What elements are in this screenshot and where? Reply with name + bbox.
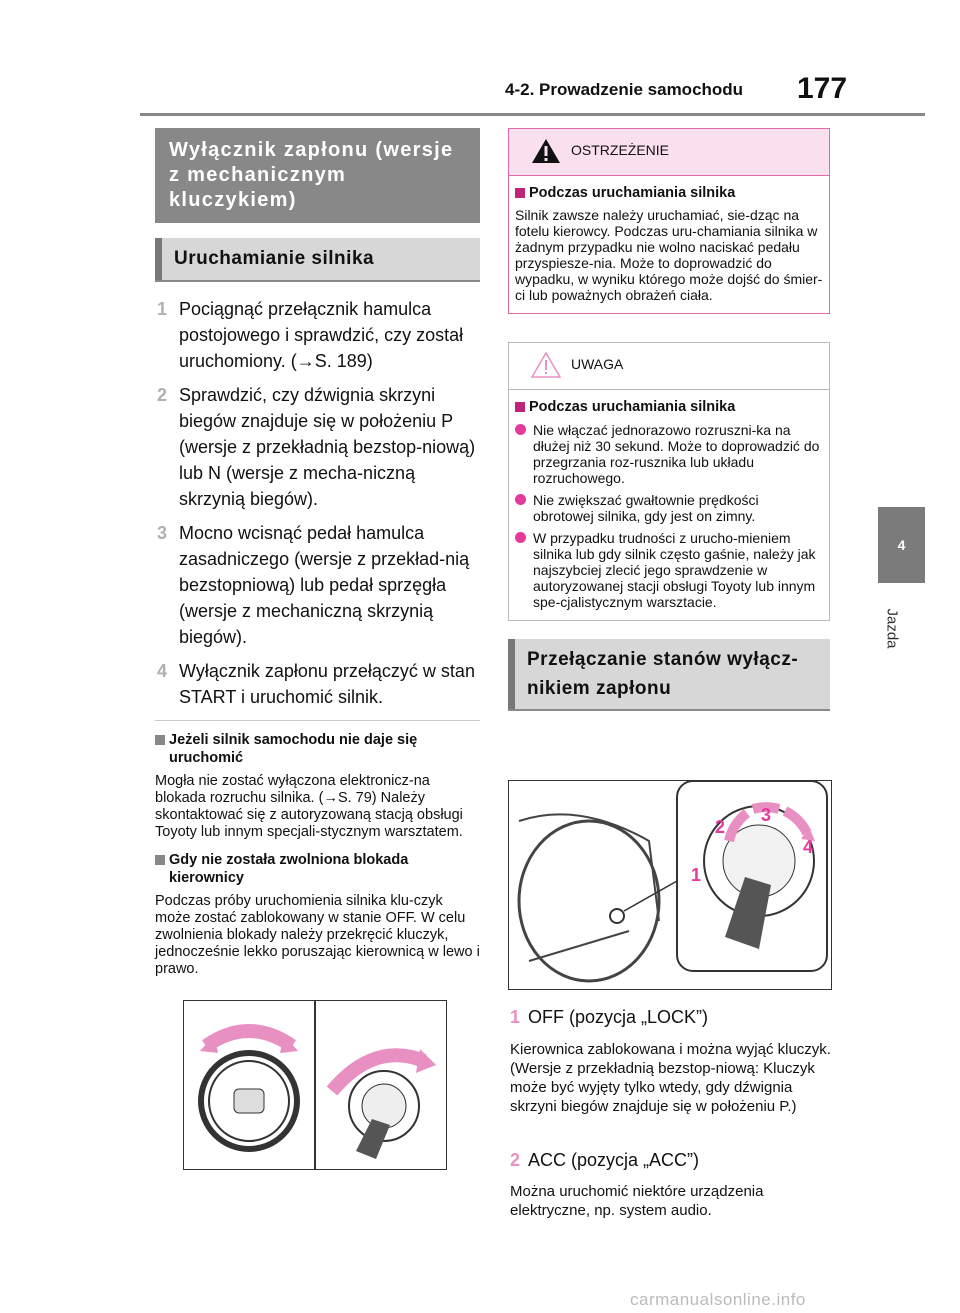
right-column: [508, 128, 830, 711]
warning-box: [508, 128, 830, 314]
position-1-text: Kierownica zablokowana i można wyjąć kluczyk. (Wersje z przekładnią bezstop-niową: Kluczyk może być wyjęty tylko wtedy, gdy dźwignia skrzyni biegów znajduje się w położeniu P.): [510, 1041, 831, 1115]
caution-head: Podczas uruchamiania silnika: [515, 398, 823, 416]
note-steering-lock-text: Podczas próby uruchomienia silnika klu-czyk może zostać zablokowany w stanie OFF. W celu zwolnienia blokady należy przekręcić kluczyk, jednocześnie lekko poruszając kierownicą w lewo i prawo.: [155, 893, 480, 977]
position-2-title: 2 ACC (pozycja „ACC”): [510, 1150, 700, 1170]
warning-head: Podczas uruchamiania silnika: [515, 184, 823, 202]
caution-title: UWAGA: [571, 356, 624, 372]
step-4: 4 Wyłącznik zapłonu przełączyć w stan START i uruchomić silnik.: [157, 661, 475, 707]
caution-item: W przypadku trudności z urucho-mieniem silnika lub gdy silnik często gaśnie, należy jak najszybciej zlecić jego sprawdzenie w autoryzowanej stacji obsługi Toyoty lub innym spe-cjalistycznym warsztacie.: [515, 530, 823, 610]
illustration-label-4: 4: [803, 837, 814, 857]
step-3: 3 Mocno wcisnąć pedał hamulca zasadniczego (wersje z przekład-nią bezstopniową) lub pedał sprzęgła (wersje z mechaniczną skrzynią biegów).: [157, 523, 470, 647]
page-number: 177: [797, 72, 848, 105]
steering-lock-illustration: [183, 1000, 447, 1170]
position-1-title: 1 OFF (pozycja „LOCK”): [510, 1007, 709, 1027]
warning-icon: [531, 137, 561, 165]
footer-watermark: carmanualsonline.info: [630, 1290, 806, 1309]
switch-modes-title: Przełączanie stanów wyłącz-nikiem zapłonu: [508, 639, 830, 709]
illustration-label-3: 3: [761, 805, 772, 825]
chapter-label: Jazda: [883, 608, 901, 649]
ignition-switch-illustration: [508, 780, 832, 990]
note-engine-not-start-text: Mogła nie zostać wyłączona elektronicz-na blokada rozruchu silnika. (→S. 79) Należy skontaktować się z autoryzowaną stacją obsługi Toyoty lub innym specjali-stycznym warsztatem.: [155, 773, 463, 840]
warning-text: Silnik zawsze należy uruchamiać, sie-dząc na fotelu kierowcy. Podczas uru-chamiania silnika w żadnym przypadku nie wolno naciskać pedału przyspiesze-nia. Może to doprowadzić do wypadku, w wyniku którego może dojść do śmier-ci lub poważnych obrażeń ciała.: [515, 207, 823, 303]
chapter-tab[interactable]: [878, 507, 925, 583]
note-engine-not-start-title: Jeżeli silnik samochodu nie daje się uruchomić: [155, 731, 480, 767]
step-1: 1 Pociągnąć przełącznik hamulca postojowego i sprawdzić, czy został uruchomiony. (→S. 189): [157, 299, 464, 371]
switch-modes-rule: [508, 709, 830, 711]
caution-item: Nie włączać jednorazowo rozruszni-ka na dłużej niż 30 sekund. Może to doprowadzić do przegrzania roz-rusznika lub układu rozruchowego.: [515, 422, 823, 486]
left-column: [155, 128, 480, 978]
step-2: 2 Sprawdzić, czy dźwignia skrzyni biegów znajduje się w położeniu P (wersje z przekładnią bezstop-niową) lub N (wersje z mecha-niczną skrzynią biegów).: [157, 385, 476, 509]
caution-box: [508, 342, 830, 621]
warning-title: OSTRZEŻENIE: [571, 142, 670, 158]
chapter-number: 4: [897, 537, 906, 553]
header-rule: [140, 113, 925, 116]
illustration-label-2: 2: [715, 817, 726, 837]
note-steering-lock-title: Gdy nie została zwolniona blokada kierownicy: [155, 851, 480, 887]
section-title: Wyłącznik zapłonu (wersje z mechanicznym kluczykiem): [155, 128, 480, 223]
position-2-text: Można uruchomić niektóre urządzenia elektryczne, np. system audio.: [510, 1183, 764, 1219]
illustration-label-1: 1: [691, 865, 702, 885]
caution-item: Nie zwiększać gwałtownie prędkości obrotowej silnika, gdy jest on zimny.: [515, 492, 823, 524]
header-section-title: 4-2. Prowadzenie samochodu: [505, 80, 744, 99]
caution-icon: [531, 351, 561, 379]
subsection-title: Uruchamianie silnika: [155, 238, 480, 280]
